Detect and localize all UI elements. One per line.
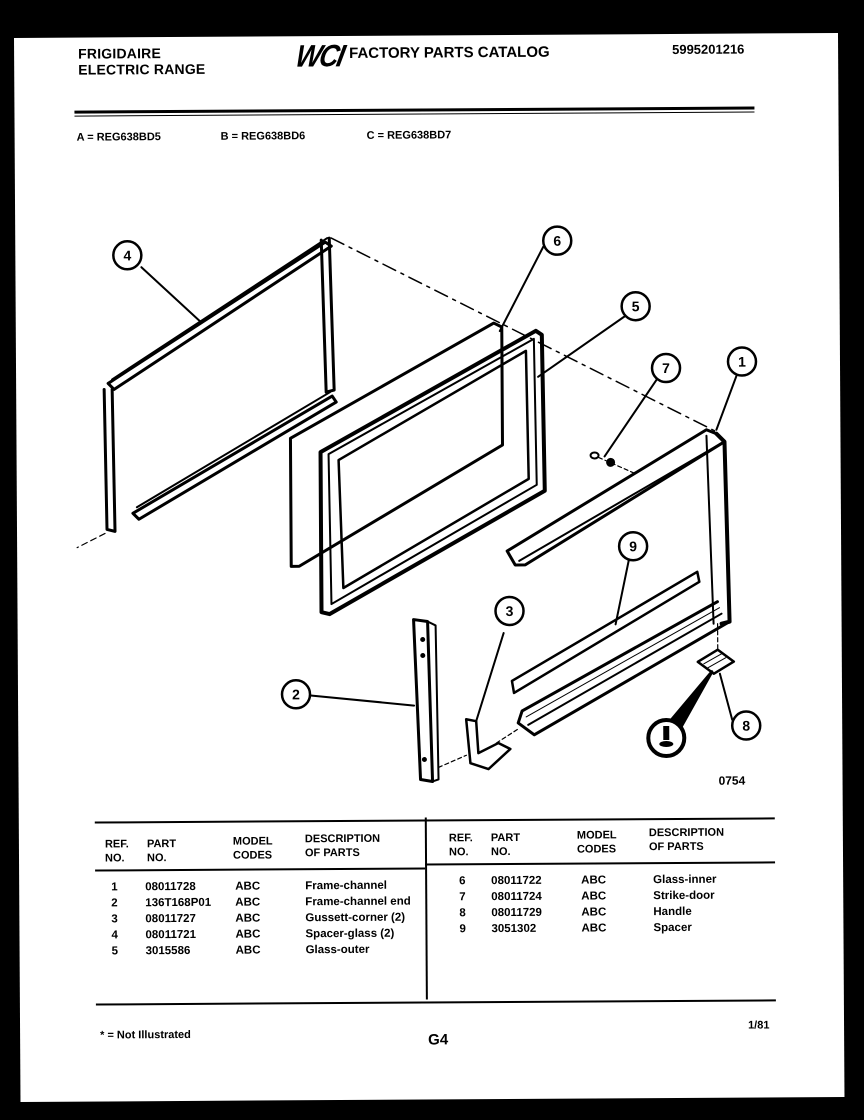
model-b: B = REG638BD6 bbox=[220, 130, 306, 143]
brand-block bbox=[78, 45, 205, 78]
header-description-right: DESCRIPTION OF PARTS bbox=[648, 826, 725, 854]
callout-4 bbox=[113, 241, 141, 269]
header-model-codes-right: MODEL CODES bbox=[576, 829, 617, 856]
svg-text:7: 7 bbox=[662, 359, 670, 377]
svg-text:1: 1 bbox=[738, 353, 746, 370]
part-3-gussett-corner bbox=[438, 719, 518, 769]
callout-6 bbox=[543, 227, 571, 255]
figure-number: 0754 bbox=[718, 773, 746, 788]
part-4-spacer-glass bbox=[103, 238, 337, 531]
catalog-number: 5995201216 bbox=[672, 41, 745, 57]
svg-text:2: 2 bbox=[292, 686, 300, 703]
table-top-rule bbox=[95, 817, 775, 823]
part-7-strike-door bbox=[591, 452, 637, 474]
callout-9 bbox=[619, 532, 647, 560]
header-description-left: DESCRIPTION OF PARTS bbox=[304, 832, 381, 860]
callout-8 bbox=[732, 711, 760, 739]
table-column-divider bbox=[425, 817, 428, 999]
callout-7 bbox=[652, 354, 680, 382]
exploded-parts-diagram bbox=[15, 153, 843, 818]
svg-text:4: 4 bbox=[123, 247, 132, 264]
table-bottom-rule bbox=[96, 999, 776, 1005]
right-header-rule bbox=[425, 861, 775, 865]
part-2-frame-channel-end bbox=[414, 619, 439, 781]
model-c: C = REG638BD7 bbox=[366, 129, 452, 142]
not-illustrated-note: * = Not Illustrated bbox=[100, 1028, 191, 1042]
header-ref-no-left: REF. NO. bbox=[104, 838, 129, 865]
svg-text:8: 8 bbox=[742, 717, 751, 734]
publication-date: 1/81 bbox=[748, 1019, 770, 1032]
left-header-rule bbox=[95, 868, 425, 872]
callout-5 bbox=[622, 292, 650, 320]
svg-text:3: 3 bbox=[505, 602, 514, 620]
page-code: G4 bbox=[428, 1031, 449, 1049]
wci-logo: WCI bbox=[292, 38, 347, 74]
screw-icon bbox=[648, 720, 684, 756]
brand-name: FRIGIDAIRE bbox=[78, 45, 162, 62]
svg-text:6: 6 bbox=[553, 232, 562, 249]
header-part-no-left: PART NO. bbox=[146, 838, 177, 865]
header-part-no-right: PART NO. bbox=[490, 831, 521, 859]
model-a: A = REG638BD5 bbox=[76, 131, 161, 144]
svg-text:5: 5 bbox=[631, 298, 640, 315]
header-ref-no-right: REF. NO. bbox=[448, 832, 473, 859]
callout-1 bbox=[728, 347, 756, 375]
part-6-glass-inner bbox=[320, 331, 546, 614]
catalog-page bbox=[14, 33, 844, 1102]
svg-text:9: 9 bbox=[629, 538, 638, 555]
header-model-codes-left: MODEL CODES bbox=[232, 835, 273, 862]
callout-2 bbox=[282, 680, 310, 708]
callout-3 bbox=[495, 597, 523, 625]
product-name: ELECTRIC RANGE bbox=[78, 60, 206, 78]
part-9-spacer bbox=[511, 572, 700, 693]
catalog-title: FACTORY PARTS CATALOG bbox=[349, 43, 550, 62]
